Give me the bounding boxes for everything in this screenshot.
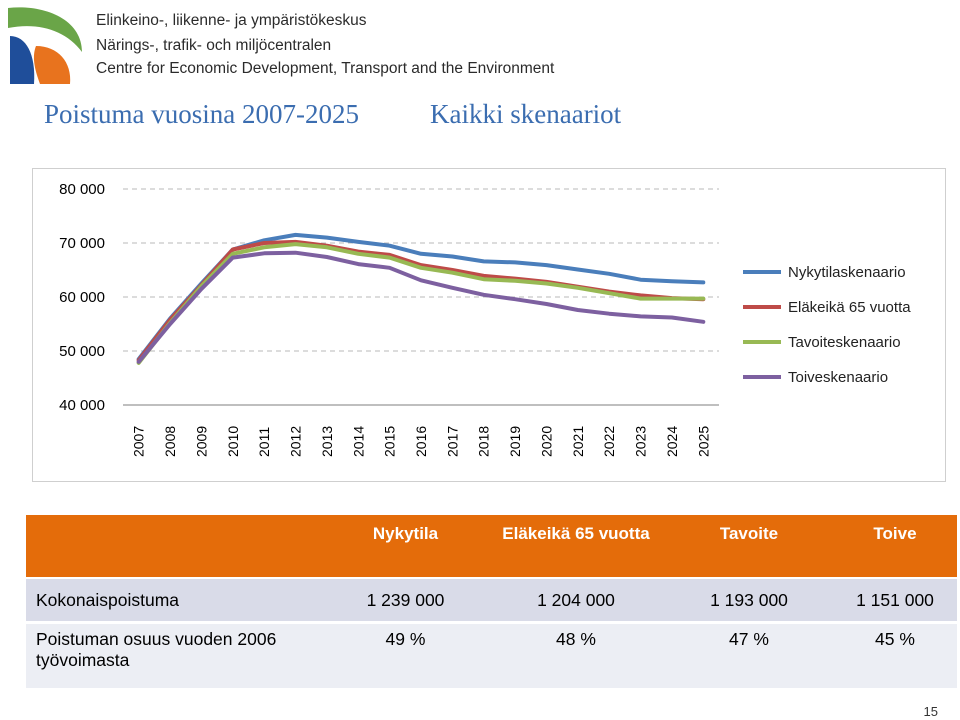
table-cell: 48 % xyxy=(487,623,665,689)
x-tick-label: 2011 xyxy=(256,426,273,457)
table-header-toive: Toive xyxy=(833,515,957,578)
y-tick-label: 70 000 xyxy=(59,235,105,252)
table-header-tavoite: Tavoite xyxy=(665,515,833,578)
slide-title: Poistuma vuosina 2007-2025 xyxy=(44,99,359,129)
y-tick-label: 60 000 xyxy=(59,289,105,306)
y-tick-label: 80 000 xyxy=(59,181,105,198)
table-cell: 1 204 000 xyxy=(487,578,665,623)
x-tick-label: 2024 xyxy=(663,425,680,457)
org-name-fi: Elinkeino-, liikenne- ja ympäristökeskus xyxy=(96,12,367,29)
table-header-row xyxy=(26,515,957,578)
x-tick-label: 2019 xyxy=(507,425,524,457)
table-header-nykytila: Nykytila xyxy=(324,515,487,578)
row-label: Poistuman osuus vuoden 2006 työvoimasta xyxy=(26,623,324,689)
x-tick-label: 2023 xyxy=(632,425,649,457)
org-name-en: Centre for Economic Development, Transport and the Environment xyxy=(96,60,555,77)
table-row xyxy=(26,578,957,623)
row-label: Kokonaispoistuma xyxy=(26,578,324,623)
ely-logo xyxy=(6,6,86,86)
logo-blue-shape xyxy=(10,36,34,84)
table-header-blank xyxy=(26,515,324,578)
x-tick-label: 2012 xyxy=(287,425,304,457)
x-tick-label: 2013 xyxy=(318,425,335,457)
table-header-elakeika: Eläkeikä 65 vuotta xyxy=(487,515,665,578)
x-tick-label: 2010 xyxy=(224,425,241,457)
series-line-3 xyxy=(139,244,704,363)
legend-label: Nykytilaskenaario xyxy=(788,264,906,281)
x-tick-label: 2021 xyxy=(569,425,586,457)
summary-table xyxy=(26,515,957,688)
table-row xyxy=(26,623,957,689)
x-tick-label: 2016 xyxy=(413,425,429,457)
table-cell: 1 239 000 xyxy=(324,578,487,623)
x-tick-label: 2018 xyxy=(475,425,492,457)
x-tick-label: 2015 xyxy=(381,425,398,457)
logo-orange-shape xyxy=(34,46,70,84)
legend-label: Toiveskenaario xyxy=(788,369,889,386)
table-cell: 1 193 000 xyxy=(665,578,833,623)
x-tick-label: 2008 xyxy=(162,425,179,457)
x-tick-label: 2007 xyxy=(130,425,147,457)
x-tick-label: 2014 xyxy=(350,425,367,457)
table-cell: 47 % xyxy=(665,623,833,689)
y-tick-label: 40 000 xyxy=(59,397,105,414)
table-cell: 45 % xyxy=(833,623,957,689)
org-name-sv: Närings-, trafik- och miljöcentralen xyxy=(96,37,332,54)
series-line-2 xyxy=(139,242,704,360)
slide-subtitle: Kaikki skenaariot xyxy=(430,99,622,129)
x-tick-label: 2017 xyxy=(444,425,461,457)
legend-label: Tavoiteskenaario xyxy=(788,334,901,351)
line-chart xyxy=(33,169,945,481)
y-tick-label: 50 000 xyxy=(59,343,105,360)
legend-label: Eläkeikä 65 vuotta xyxy=(788,299,911,316)
table-cell: 49 % xyxy=(324,623,487,689)
x-tick-label: 2020 xyxy=(538,425,555,457)
chart-frame xyxy=(32,168,946,482)
table-cell: 1 151 000 xyxy=(833,578,957,623)
x-tick-label: 2022 xyxy=(601,425,618,457)
x-tick-label: 2009 xyxy=(193,425,210,457)
page-number: 15 xyxy=(923,704,938,719)
x-tick-label: 2025 xyxy=(695,425,712,457)
